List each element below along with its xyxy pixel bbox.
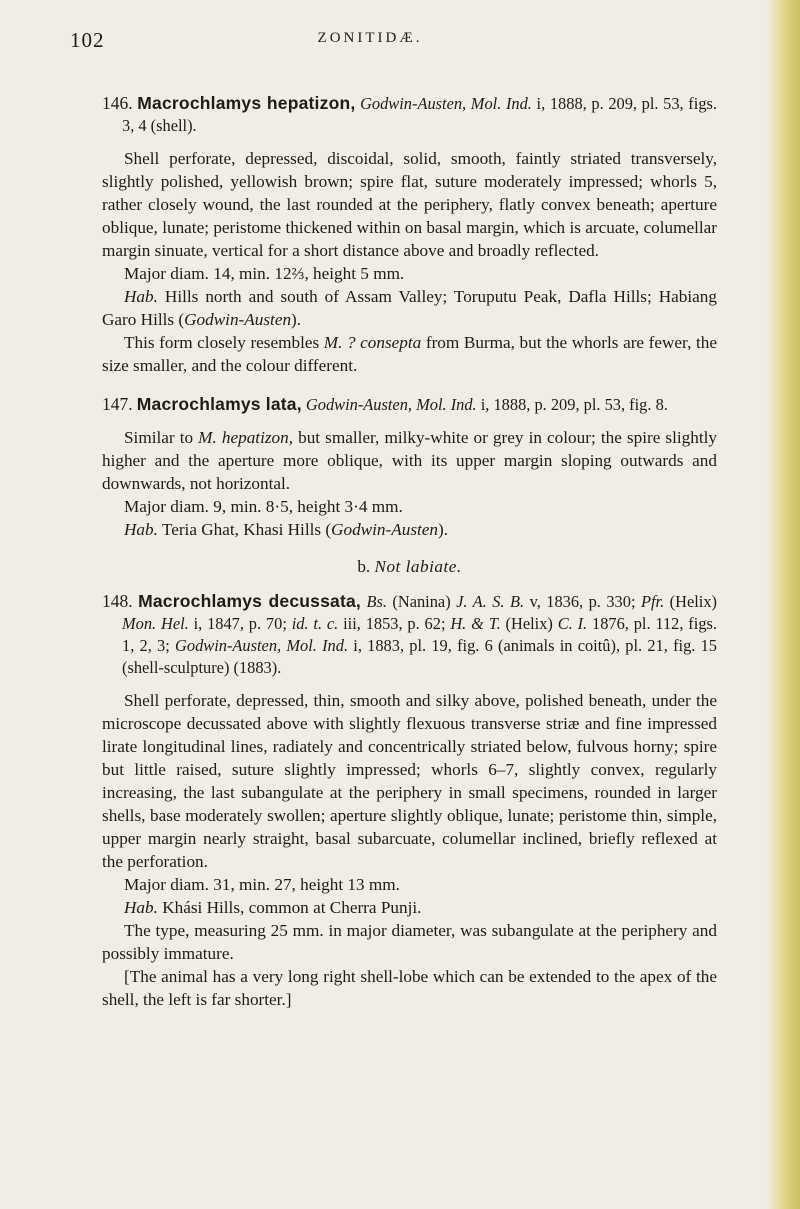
entry-146-habitat: [102, 285, 717, 331]
page-edge: [766, 0, 800, 1209]
species-name: Macrochlamys decussata,: [138, 591, 361, 611]
entry-146-heading: [102, 92, 717, 137]
entry-147-heading: [102, 393, 717, 416]
species-name: Macrochlamys hepatizon,: [137, 93, 356, 113]
running-title: ZONITIDÆ.: [317, 30, 423, 46]
entry-number: 148.: [102, 591, 133, 611]
entry-148-type-note: The type, measuring 25 mm. in major diameter, was subangulate at the periphery and possibly immature.: [102, 921, 717, 963]
author-reference: Godwin-Austen, Mol. Ind.: [360, 94, 532, 113]
ref-journal: Mon. Hel.: [122, 614, 189, 633]
habitat-end: ).: [291, 310, 302, 329]
habitat-label: Hab.: [124, 520, 158, 539]
description-text-end: but smaller, milky-white or grey in colour; the spire slightly higher and the aperture more oblique, with its upper margin sloping outwards and downwards, not horizontal.: [102, 428, 717, 493]
habitat-text: Teria Ghat, Khasi Hills (: [157, 520, 332, 539]
habitat-end: ).: [438, 520, 449, 539]
ref-journal: Godwin-Austen, Mol. Ind.: [175, 636, 349, 655]
entry-146-dimensions: Major diam. 14, min. 12⅔, height 5 mm.: [124, 264, 405, 283]
habitat-label: Hab.: [124, 287, 158, 306]
subsection-letter: b.: [357, 557, 371, 576]
ref-text: v, 1836, p. 330;: [524, 592, 641, 611]
ref-author: Pfr.: [640, 592, 665, 611]
citation: i, 1888, p. 209, pl. 53, figs. 3, 4 (shell).: [122, 94, 717, 135]
entry-147-dimensions: Major diam. 9, min. 8·5, height 3·4 mm.: [124, 497, 403, 516]
entry-147-habitat: [102, 518, 717, 541]
ref-text: i, 1883, pl. 19, fig. 6 (animals in coitû), pl. 21, fig. 15 (shell-sculpture) (1883).: [122, 636, 718, 677]
entry-148-heading: [102, 590, 717, 679]
ref-text: (Helix): [664, 592, 717, 611]
entry-148-description: Shell perforate, depressed, thin, smooth and silky above, polished beneath, under the microscope decussated above with slightly flexuous transverse striæ and fine impressed lirate longitudinal lines, radiately and concentrically striated below, fulvous horny; spire but little raised, suture slightly impressed; whorls 6–7, slightly convex, regularly increasing, the last subangulate at the periphery in small specimens, rounded in larger shells, base moderately swollen; aperture slightly oblique, lunate; peristome thin, simple, upper margin nearly straight, basal subarcuate, columellar inclined, briefly reflexed at the perforation.: [102, 691, 717, 871]
entry-146-description: Shell perforate, depressed, discoidal, solid, smooth, faintly striated transversely, slightly polished, yellowish brown; spire flat, suture moderately impressed; whorls 5, rather closely wound, the last rounded at the periphery, flatly convex beneath; aperture oblique, lunate; peristome thickened within on basal margin, which is arcuate, columellar margin sinuate, vertical for a short distance above and broadly reflected.: [102, 149, 717, 260]
ref-text: i, 1847, p. 70;: [188, 614, 292, 633]
ref-text: (Helix): [500, 614, 558, 633]
citation: i, 1888, p. 209, pl. 53, fig. 8.: [476, 395, 668, 414]
ref-journal: J. A. S. B.: [456, 592, 525, 611]
entry-148-habitat: [102, 896, 717, 919]
ref-text: 1876, pl. 112, figs. 1, 2, 3;: [122, 614, 717, 655]
habitat-authority: Godwin-Austen: [184, 310, 292, 329]
subsection-title: Not labiate.: [374, 557, 462, 576]
description-text: Similar to: [124, 428, 199, 447]
page-number: 102: [70, 28, 105, 52]
habitat-text: Hills north and south of Assam Valley; Toruputu Peak, Dafla Hills; Habiang Garo Hills (: [102, 287, 717, 329]
ref-text: iii, 1853, p. 62;: [338, 614, 451, 633]
note-species: M. ? consepta: [323, 333, 422, 352]
ref-author: Bs.: [366, 592, 387, 611]
author-reference: Godwin-Austen, Mol. Ind.: [305, 395, 477, 414]
ref-author: H. & T.: [450, 614, 501, 633]
ref-text: (Nanina): [386, 592, 457, 611]
subsection-heading: [102, 555, 717, 578]
page-body: [102, 92, 717, 1011]
entry-148-dimensions: Major diam. 31, min. 27, height 13 mm.: [124, 875, 400, 894]
entry-146-note: [102, 331, 717, 377]
entry-148-animal-note: [The animal has a very long right shell-lobe which can be extended to the apex of the shell, the left is far shorter.]: [102, 967, 717, 1009]
ref-journal: C. I.: [557, 614, 588, 633]
note-text: This form closely resembles: [124, 333, 324, 352]
habitat-authority: Godwin-Austen: [331, 520, 439, 539]
ref-journal: id. t. c.: [291, 614, 339, 633]
habitat-label: Hab.: [124, 898, 158, 917]
note-text-end: from Burma, but the whorls are fewer, the size smaller, and the colour different.: [102, 333, 717, 375]
description-species: M. hepatizon,: [198, 428, 294, 447]
entry-number: 147.: [102, 394, 133, 414]
entry-147-description: [102, 426, 717, 495]
entry-number: 146.: [102, 93, 133, 113]
habitat-text: Khási Hills, common at Cherra Punji.: [157, 898, 422, 917]
species-name: Macrochlamys lata,: [136, 394, 302, 414]
